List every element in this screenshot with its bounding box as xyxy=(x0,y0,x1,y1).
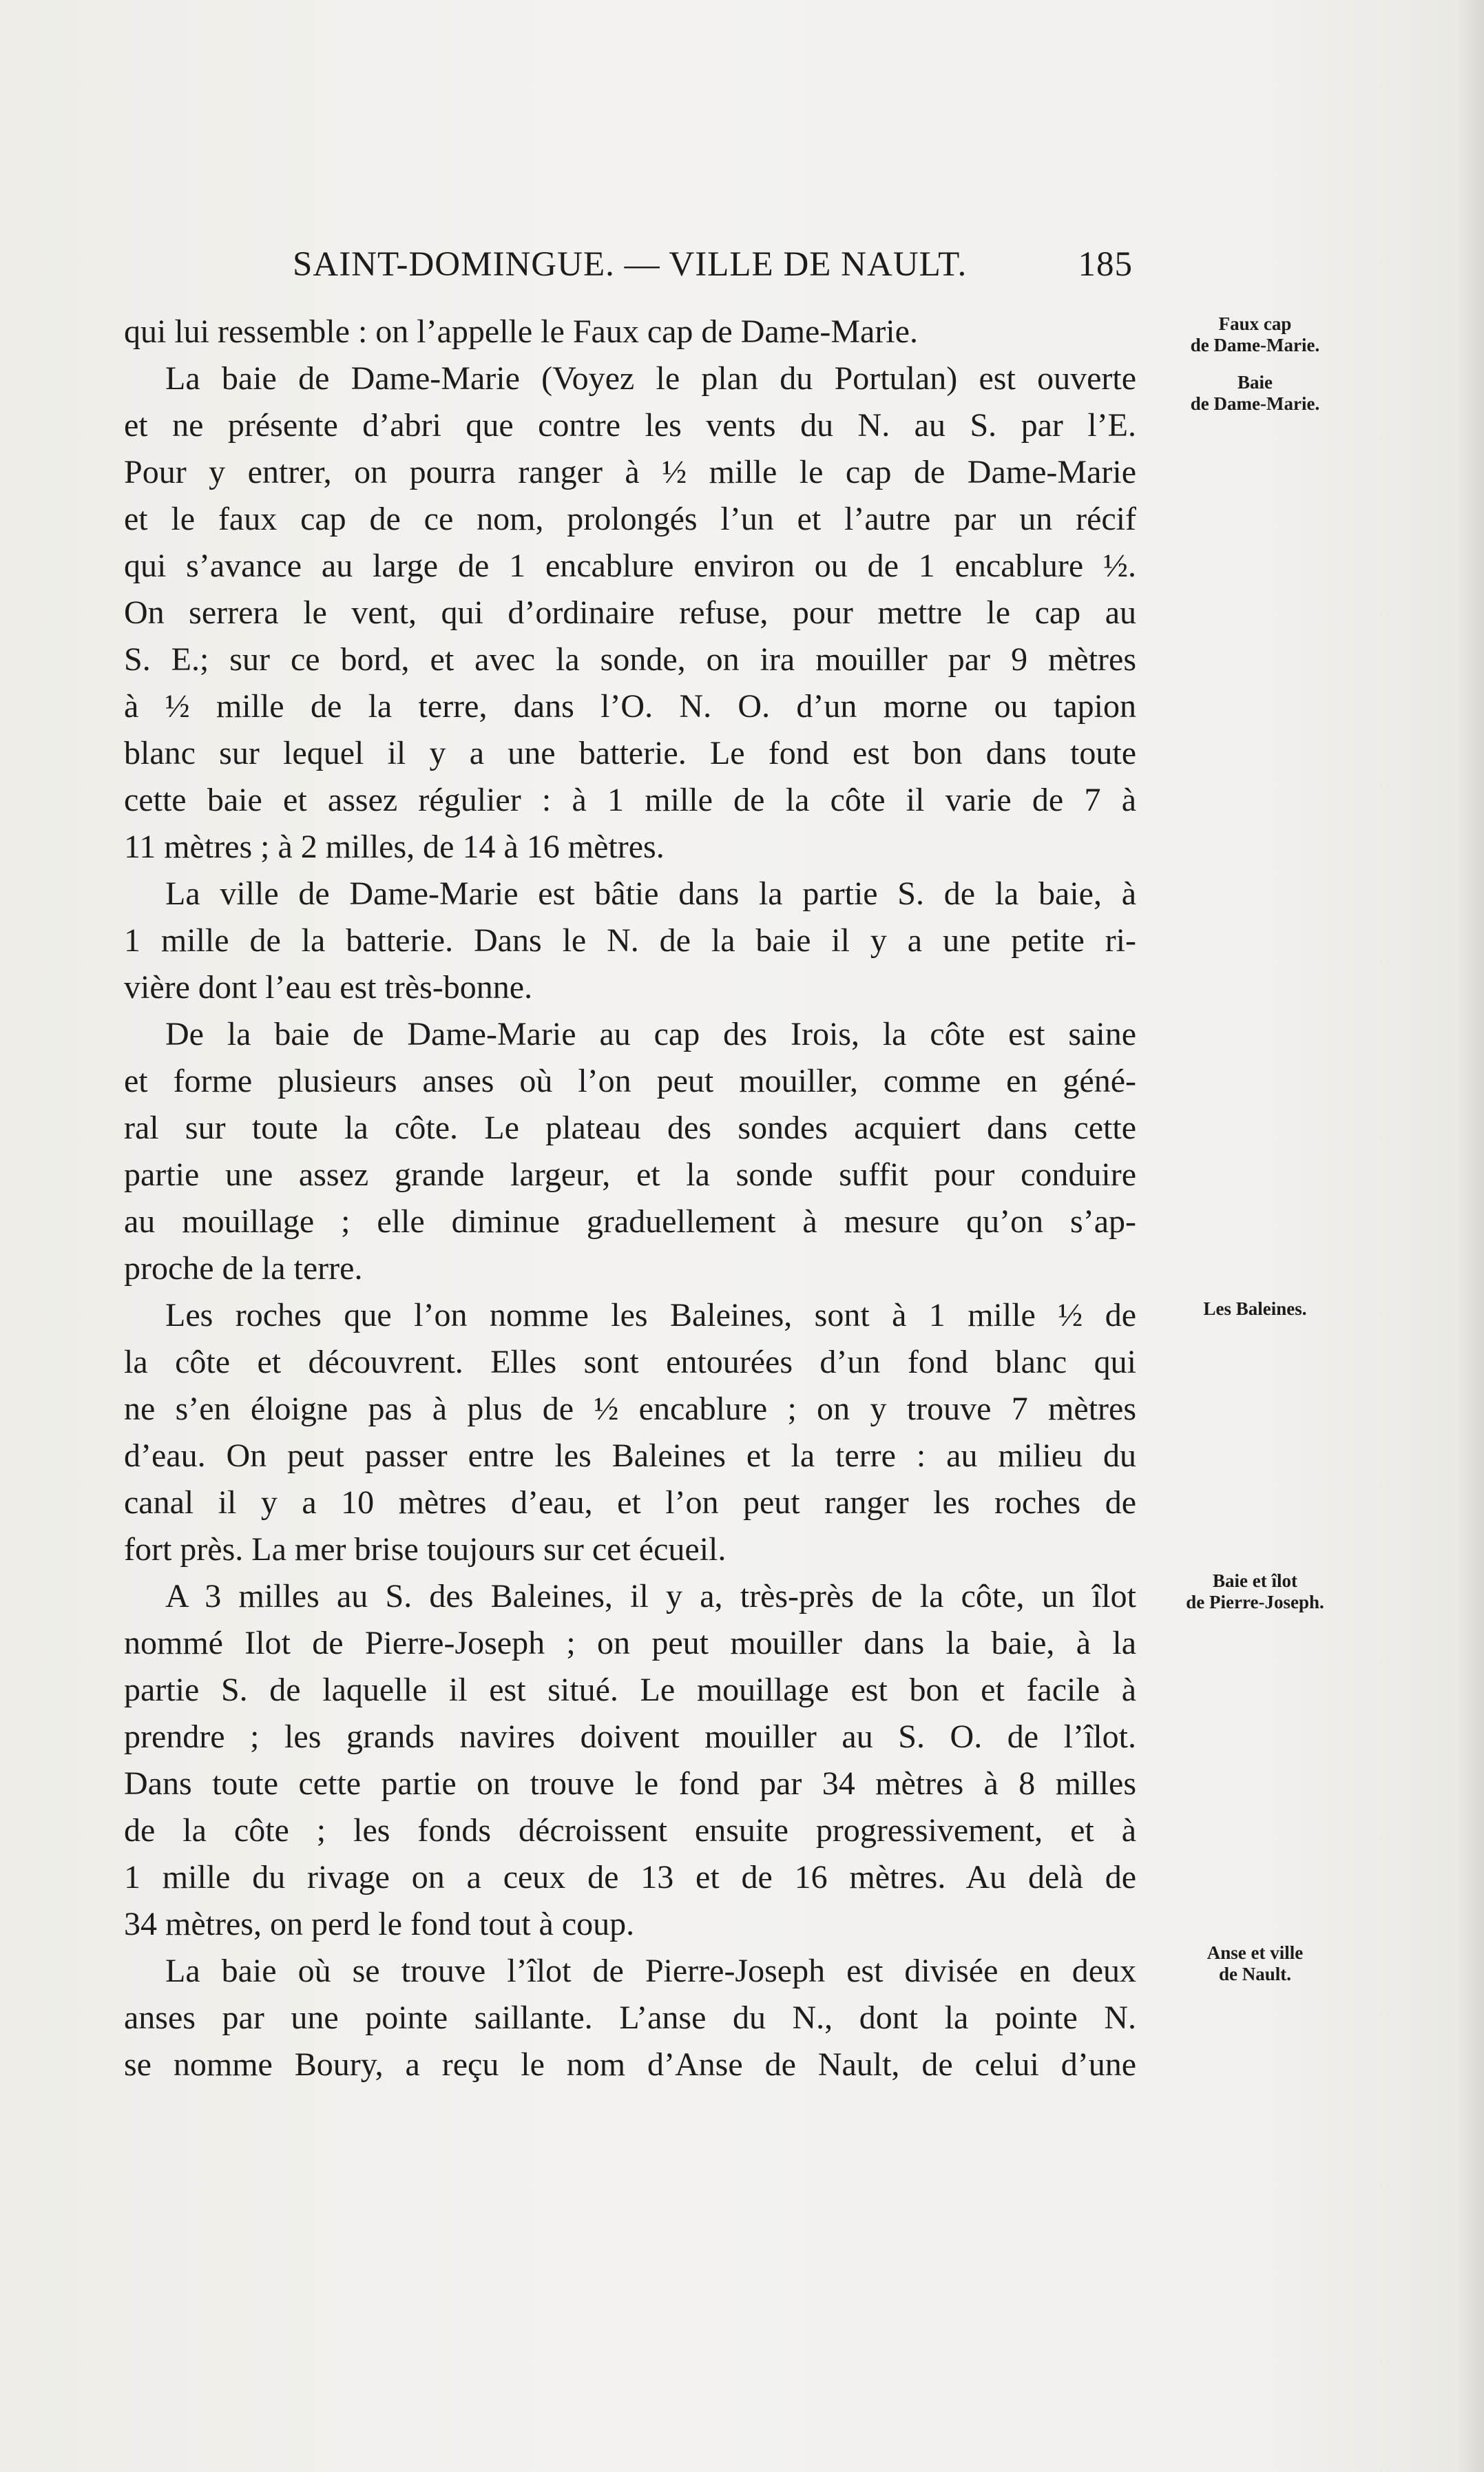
text-line: La ville de Dame-Marie est bâtie dans la partie S. de la baie, à xyxy=(165,875,1136,912)
margin-note-line: Baie xyxy=(1237,372,1273,393)
text-line: ral sur toute la côte. Le plateau des sondes acquiert dans cette xyxy=(124,1110,1136,1146)
text-line: Dans toute cette partie on trouve le fond par 34 mètres à 8 milles xyxy=(124,1765,1136,1802)
text-line: proche de la terre. xyxy=(124,1250,363,1287)
margin-note-pierre-joseph xyxy=(1143,1570,1367,1613)
text-line: nommé Ilot de Pierre-Joseph ; on peut mouiller dans la baie, à la xyxy=(124,1625,1136,1661)
text-line: qui lui ressemble : on l’appelle le Faux cap de Dame-Marie. xyxy=(124,313,918,350)
text-line: prendre ; les grands navires doivent mouiller au S. O. de l’îlot. xyxy=(124,1718,1136,1755)
text-line: De la baie de Dame-Marie au cap des Irois, la côte est saine xyxy=(165,1016,1136,1052)
running-title: SAINT-DOMINGUE. — VILLE DE NAULT. xyxy=(293,245,968,284)
text-line: fort près. La mer brise toujours sur cet écueil. xyxy=(124,1531,727,1568)
page-header xyxy=(293,245,1133,293)
margin-note-line: de Pierre-Joseph. xyxy=(1186,1592,1324,1612)
margin-note-line: de Dame-Marie. xyxy=(1190,393,1320,414)
margin-note-anse-nault xyxy=(1143,1942,1367,1985)
margin-note-faux-cap xyxy=(1143,313,1367,356)
margin-note-line: Anse et ville xyxy=(1206,1942,1304,1963)
text-line: de la côte ; les fonds décroissent ensuite progressivement, et à xyxy=(124,1812,1136,1849)
page-edge-shadow xyxy=(1456,0,1484,2472)
margin-note-baleines xyxy=(1143,1298,1367,1320)
margin-note-line: Les Baleines. xyxy=(1203,1298,1307,1319)
text-line: partie une assez grande largeur, et la sonde suffit pour conduire xyxy=(124,1156,1136,1193)
text-line: cette baie et assez régulier : à 1 mille de la côte il varie de 7 à xyxy=(124,782,1136,818)
text-line: ne s’en éloigne pas à plus de ½ encablure ; on y trouve 7 mètres xyxy=(124,1391,1136,1427)
text-line: Pour y entrer, on pourra ranger à ½ mille le cap de Dame-Marie xyxy=(124,454,1136,490)
margin-note-line: de Nault. xyxy=(1218,1964,1291,1984)
text-line: Les roches que l’on nomme les Baleines, sont à 1 mille ½ de xyxy=(165,1297,1136,1333)
text-line: vière dont l’eau est très-bonne. xyxy=(124,969,533,1006)
text-line: anses par une pointe saillante. L’anse du N., dont la pointe N. xyxy=(124,2000,1136,2036)
margin-note-baie-dame-marie xyxy=(1143,372,1367,415)
text-line: qui s’avance au large de 1 encablure environ ou de 1 encablure ½. xyxy=(124,548,1136,584)
page-number: 185 xyxy=(1078,245,1133,284)
text-line: partie S. de laquelle il est situé. Le mouillage est bon et facile à xyxy=(124,1672,1136,1708)
text-line: 11 mètres ; à 2 milles, de 14 à 16 mètres. xyxy=(124,829,665,865)
text-line: blanc sur lequel il y a une batterie. Le fond est bon dans toute xyxy=(124,735,1136,771)
text-line: et forme plusieurs anses où l’on peut mouiller, comme en géné- xyxy=(124,1063,1136,1099)
text-line: 34 mètres, on perd le fond tout à coup. xyxy=(124,1906,635,1942)
text-line: d’eau. On peut passer entre les Baleines et la terre : au milieu du xyxy=(124,1437,1136,1474)
body-text xyxy=(124,309,1136,2088)
text-line: La baie de Dame-Marie (Voyez le plan du Portulan) est ouverte xyxy=(165,360,1136,397)
text-line: se nomme Boury, a reçu le nom d’Anse de Nault, de celui d’une xyxy=(124,2046,1136,2083)
margin-note-line: Faux cap xyxy=(1218,313,1292,334)
text-line: au mouillage ; elle diminue graduellement à mesure qu’on s’ap- xyxy=(124,1203,1136,1240)
text-line: et ne présente d’abri que contre les vents du N. au S. par l’E. xyxy=(124,407,1136,444)
margin-note-line: de Dame-Marie. xyxy=(1190,335,1320,355)
text-line: La baie où se trouve l’îlot de Pierre-Joseph est divisée en deux xyxy=(165,1953,1136,1989)
text-line: S. E.; sur ce bord, et avec la sonde, on ira mouiller par 9 mètres xyxy=(124,641,1136,678)
text-line: canal il y a 10 mètres d’eau, et l’on peut ranger les roches de xyxy=(124,1484,1136,1521)
text-line: 1 mille de la batterie. Dans le N. de la baie il y a une petite ri- xyxy=(124,922,1136,959)
text-line: 1 mille du rivage on a ceux de 13 et de 16 mètres. Au delà de xyxy=(124,1859,1136,1895)
text-line: On serrera le vent, qui d’ordinaire refuse, pour mettre le cap au xyxy=(124,594,1136,631)
text-line: la côte et découvrent. Elles sont entourées d’un fond blanc qui xyxy=(124,1344,1136,1380)
margin-note-line: Baie et îlot xyxy=(1213,1570,1297,1591)
text-line: A 3 milles au S. des Baleines, il y a, très-près de la côte, un îlot xyxy=(165,1578,1136,1614)
text-line: et le faux cap de ce nom, prolongés l’un et l’autre par un récif xyxy=(124,501,1136,537)
text-line: à ½ mille de la terre, dans l’O. N. O. d’un morne ou tapion xyxy=(124,688,1136,725)
